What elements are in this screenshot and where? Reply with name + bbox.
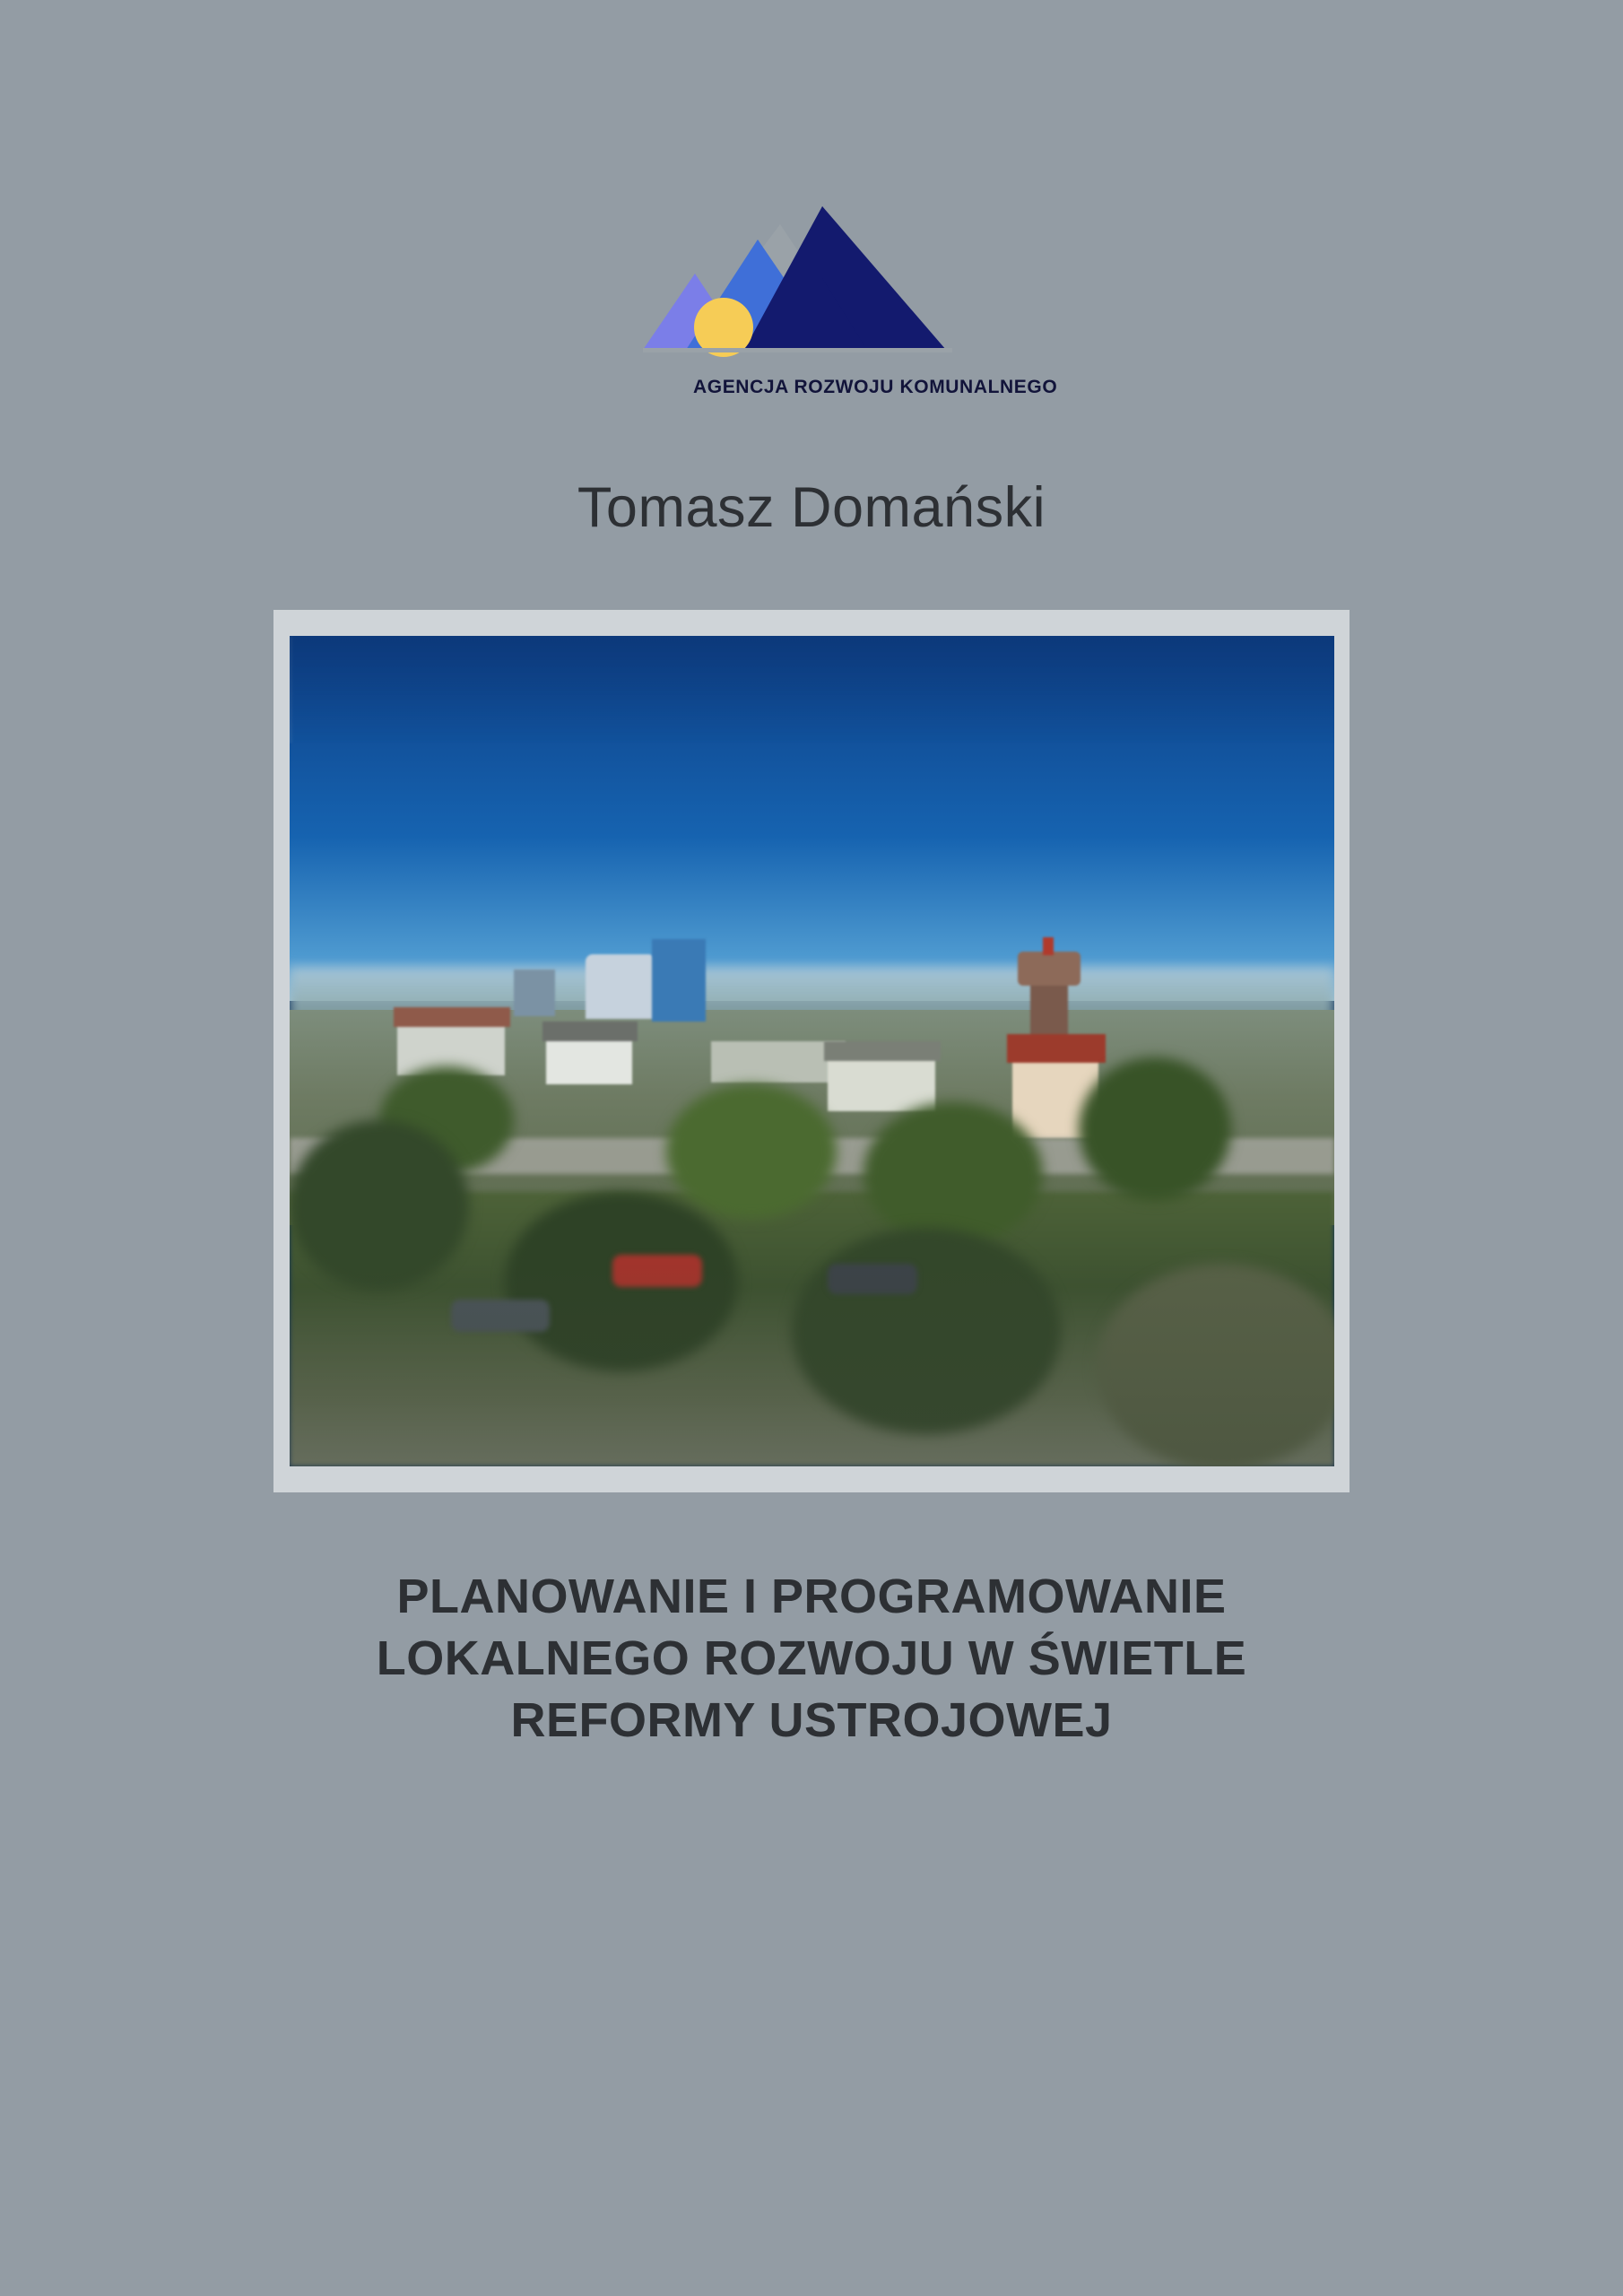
photo-house-roof <box>1007 1034 1106 1063</box>
photo-house-roof <box>394 1007 510 1027</box>
photo-house-roof <box>542 1022 638 1041</box>
photo-tilt-shift-bottom <box>290 1251 1334 1466</box>
photo-house-roof <box>824 1041 941 1061</box>
photo-tree <box>666 1084 837 1219</box>
photo-tree <box>864 1102 1043 1246</box>
photo-silo <box>586 954 655 1019</box>
photo-building-block <box>652 939 706 1022</box>
photo-house <box>546 1038 632 1084</box>
photo-building-block <box>514 970 555 1016</box>
title-line-3: REFORMY USTROJOWEJ <box>510 1693 1113 1748</box>
photo-tower-top <box>1043 937 1054 955</box>
photo-house <box>828 1057 935 1111</box>
logo-mark-icon <box>587 184 1036 390</box>
book-title <box>251 1566 1372 1752</box>
cover-photo-frame <box>273 610 1350 1492</box>
photo-water-tower-tank <box>1018 952 1081 986</box>
title-line-2: LOKALNEGO ROZWOJU W ŚWIETLE <box>376 1631 1247 1686</box>
photo-tree <box>1079 1057 1231 1201</box>
aerial-town-photo <box>290 636 1334 1466</box>
author-name: Tomasz Domański <box>577 476 1046 539</box>
publisher-logo <box>587 184 1058 422</box>
publisher-name: AGENCJA ROZWOJU KOMUNALNEGO <box>693 377 1058 397</box>
photo-tilt-shift-top <box>290 636 1334 744</box>
title-line-1: PLANOWANIE I PROGRAMOWANIE <box>396 1570 1227 1623</box>
